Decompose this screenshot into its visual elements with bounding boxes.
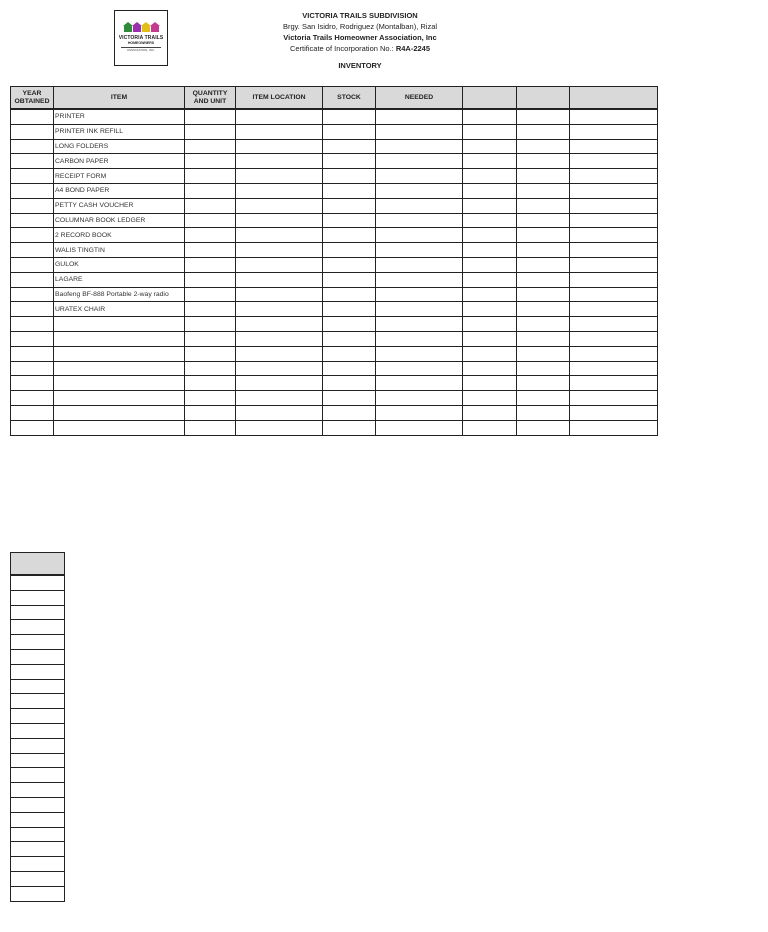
table-cell[interactable]	[185, 109, 236, 124]
table-cell[interactable]	[236, 376, 323, 391]
table-cell[interactable]	[11, 694, 65, 709]
table-cell[interactable]	[570, 317, 658, 332]
table-cell[interactable]	[185, 124, 236, 139]
table-cell[interactable]	[323, 302, 376, 317]
table-cell[interactable]	[11, 257, 54, 272]
table-cell[interactable]	[236, 302, 323, 317]
column-header: QUANTITY AND UNIT	[185, 87, 236, 110]
table-cell[interactable]	[323, 287, 376, 302]
table-cell[interactable]	[185, 198, 236, 213]
table-cell[interactable]	[463, 169, 517, 184]
table-row	[11, 768, 65, 783]
table-cell[interactable]	[463, 287, 517, 302]
table-row	[11, 886, 65, 901]
certificate-label: Certificate of Incorporation No.:	[289, 44, 396, 53]
table-row	[11, 753, 65, 768]
table-cell[interactable]	[11, 797, 65, 812]
table-cell[interactable]	[517, 198, 570, 213]
table-row	[11, 154, 658, 169]
table-row	[11, 346, 658, 361]
table-cell[interactable]	[185, 302, 236, 317]
table-cell[interactable]	[11, 109, 54, 124]
table-cell[interactable]	[11, 272, 54, 287]
table-cell[interactable]	[570, 183, 658, 198]
table-cell[interactable]	[323, 391, 376, 406]
table-cell[interactable]	[570, 287, 658, 302]
table-cell[interactable]	[11, 620, 65, 635]
table-row	[11, 317, 658, 332]
table-cell[interactable]	[185, 420, 236, 435]
table-cell[interactable]	[376, 213, 463, 228]
table-cell[interactable]	[11, 302, 54, 317]
table-cell[interactable]	[463, 331, 517, 346]
table-cell[interactable]	[376, 317, 463, 332]
table-row	[11, 183, 658, 198]
secondary-body	[11, 575, 65, 901]
association-logo	[114, 10, 168, 66]
table-row	[11, 302, 658, 317]
table-cell[interactable]	[517, 405, 570, 420]
secondary-header-cell	[11, 553, 65, 576]
table-cell[interactable]	[236, 198, 323, 213]
table-cell[interactable]	[236, 331, 323, 346]
table-cell[interactable]	[236, 272, 323, 287]
table-cell[interactable]	[463, 317, 517, 332]
item-cell[interactable]: CARBON PAPER	[54, 154, 185, 169]
document-header	[240, 10, 480, 71]
table-cell[interactable]	[11, 590, 65, 605]
table-cell[interactable]	[570, 361, 658, 376]
table-cell[interactable]	[376, 169, 463, 184]
table-cell[interactable]	[236, 228, 323, 243]
table-cell[interactable]	[11, 723, 65, 738]
address: Brgy. San Isidro, Rodriguez (Montalban), Rizal	[282, 22, 438, 31]
table-row	[11, 694, 65, 709]
table-row	[11, 723, 65, 738]
column-header: ITEM	[54, 87, 185, 110]
table-cell[interactable]	[517, 228, 570, 243]
table-cell[interactable]	[323, 183, 376, 198]
table-cell[interactable]	[376, 124, 463, 139]
table-cell[interactable]	[185, 169, 236, 184]
secondary-table	[10, 552, 65, 902]
table-cell[interactable]	[517, 169, 570, 184]
table-cell[interactable]	[517, 213, 570, 228]
table-cell[interactable]	[570, 376, 658, 391]
table-cell[interactable]	[323, 420, 376, 435]
table-cell[interactable]	[236, 139, 323, 154]
table-cell[interactable]	[463, 124, 517, 139]
secondary-header-row	[11, 553, 65, 576]
table-cell[interactable]	[376, 243, 463, 258]
table-row	[11, 871, 65, 886]
table-cell[interactable]	[11, 331, 54, 346]
table-cell[interactable]	[11, 124, 54, 139]
table-cell[interactable]	[517, 420, 570, 435]
table-cell[interactable]	[463, 361, 517, 376]
table-cell[interactable]	[517, 272, 570, 287]
table-cell[interactable]	[323, 376, 376, 391]
table-cell[interactable]	[11, 635, 65, 650]
table-cell[interactable]	[185, 391, 236, 406]
table-cell[interactable]	[11, 169, 54, 184]
table-cell[interactable]	[323, 228, 376, 243]
table-row	[11, 124, 658, 139]
table-cell[interactable]	[376, 272, 463, 287]
table-row	[11, 376, 658, 391]
item-cell[interactable]: Baofeng BF-888 Portable 2-way radio	[54, 287, 185, 302]
table-cell[interactable]	[323, 243, 376, 258]
item-cell[interactable]: RECEIPT FORM	[54, 169, 185, 184]
table-cell[interactable]	[11, 649, 65, 664]
table-cell[interactable]	[517, 139, 570, 154]
table-row	[11, 139, 658, 154]
table-cell[interactable]	[376, 420, 463, 435]
table-cell[interactable]	[236, 243, 323, 258]
table-cell[interactable]	[376, 302, 463, 317]
table-row	[11, 738, 65, 753]
table-cell[interactable]	[236, 391, 323, 406]
table-row	[11, 857, 65, 872]
table-row	[11, 635, 65, 650]
table-cell[interactable]	[236, 124, 323, 139]
item-cell[interactable]	[54, 391, 185, 406]
table-cell[interactable]	[517, 361, 570, 376]
table-cell[interactable]	[185, 154, 236, 169]
table-cell[interactable]	[517, 391, 570, 406]
table-cell[interactable]	[570, 272, 658, 287]
table-cell[interactable]	[376, 139, 463, 154]
table-cell[interactable]	[11, 664, 65, 679]
certificate-number: R4A-2245	[395, 44, 431, 53]
table-cell[interactable]	[323, 361, 376, 376]
table-cell[interactable]	[11, 827, 65, 842]
table-cell[interactable]	[570, 154, 658, 169]
certificate-line	[240, 43, 480, 54]
item-cell[interactable]: PETTY CASH VOUCHER	[54, 198, 185, 213]
table-cell[interactable]	[11, 886, 65, 901]
item-cell[interactable]	[54, 361, 185, 376]
table-cell[interactable]	[11, 738, 65, 753]
table-cell[interactable]	[323, 198, 376, 213]
table-cell[interactable]	[323, 331, 376, 346]
table-cell[interactable]	[376, 154, 463, 169]
table-cell[interactable]	[376, 257, 463, 272]
item-cell[interactable]	[54, 420, 185, 435]
table-cell[interactable]	[185, 346, 236, 361]
table-cell[interactable]	[185, 317, 236, 332]
table-cell[interactable]	[11, 154, 54, 169]
item-cell[interactable]: PRINTER	[54, 109, 185, 124]
table-cell[interactable]	[376, 391, 463, 406]
table-cell[interactable]	[517, 302, 570, 317]
table-cell[interactable]	[376, 109, 463, 124]
table-row	[11, 405, 658, 420]
table-cell[interactable]	[236, 169, 323, 184]
table-cell[interactable]	[570, 139, 658, 154]
item-cell[interactable]: WALIS TINGTIN	[54, 243, 185, 258]
inventory-body	[11, 109, 658, 435]
table-row	[11, 812, 65, 827]
table-cell[interactable]	[323, 272, 376, 287]
table-cell[interactable]	[11, 139, 54, 154]
column-header: YEAR OBTAINED	[11, 87, 54, 110]
table-cell[interactable]	[463, 109, 517, 124]
table-cell[interactable]	[236, 213, 323, 228]
table-cell[interactable]	[463, 302, 517, 317]
table-row	[11, 213, 658, 228]
table-row	[11, 709, 65, 724]
table-cell[interactable]	[517, 109, 570, 124]
table-cell[interactable]	[11, 709, 65, 724]
column-header: STOCK	[323, 87, 376, 110]
table-cell[interactable]	[463, 228, 517, 243]
table-cell[interactable]	[323, 317, 376, 332]
table-cell[interactable]	[570, 124, 658, 139]
table-cell[interactable]	[185, 331, 236, 346]
table-cell[interactable]	[236, 287, 323, 302]
table-cell[interactable]	[185, 243, 236, 258]
table-cell[interactable]	[570, 198, 658, 213]
table-cell[interactable]	[11, 812, 65, 827]
table-cell[interactable]	[185, 405, 236, 420]
table-cell[interactable]	[11, 198, 54, 213]
table-row	[11, 590, 65, 605]
table-row	[11, 649, 65, 664]
table-cell[interactable]	[463, 139, 517, 154]
table-cell[interactable]	[323, 405, 376, 420]
table-cell[interactable]	[236, 257, 323, 272]
table-cell[interactable]	[185, 257, 236, 272]
table-cell[interactable]	[463, 405, 517, 420]
table-cell[interactable]	[376, 361, 463, 376]
table-cell[interactable]	[570, 420, 658, 435]
item-cell[interactable]: A4 BOND PAPER	[54, 183, 185, 198]
table-cell[interactable]	[236, 346, 323, 361]
sheet-title: INVENTORY	[338, 61, 382, 70]
table-cell[interactable]	[185, 272, 236, 287]
table-row	[11, 783, 65, 798]
table-cell[interactable]	[11, 317, 54, 332]
table-cell[interactable]	[236, 183, 323, 198]
table-cell[interactable]	[323, 109, 376, 124]
table-cell[interactable]	[376, 376, 463, 391]
table-cell[interactable]	[517, 376, 570, 391]
table-row	[11, 169, 658, 184]
table-cell[interactable]	[185, 287, 236, 302]
table-cell[interactable]	[11, 287, 54, 302]
table-cell[interactable]	[376, 331, 463, 346]
table-cell[interactable]	[570, 243, 658, 258]
table-cell[interactable]	[517, 154, 570, 169]
table-cell[interactable]	[323, 346, 376, 361]
houses-icon	[124, 26, 159, 33]
table-row	[11, 391, 658, 406]
column-header: NEEDED	[376, 87, 463, 110]
table-row	[11, 287, 658, 302]
table-cell[interactable]	[323, 169, 376, 184]
inventory-header-row	[11, 87, 658, 110]
table-cell[interactable]	[185, 376, 236, 391]
table-cell[interactable]	[11, 783, 65, 798]
table-cell[interactable]	[11, 768, 65, 783]
logo-text-sub: HOMEOWNERS	[127, 41, 155, 45]
logo-text-foot: ASSOCIATION, INC.	[127, 48, 155, 52]
item-cell[interactable]	[54, 317, 185, 332]
table-cell[interactable]	[323, 257, 376, 272]
table-cell[interactable]	[11, 361, 54, 376]
table-cell[interactable]	[11, 213, 54, 228]
table-cell[interactable]	[11, 753, 65, 768]
table-row	[11, 827, 65, 842]
table-cell[interactable]	[570, 346, 658, 361]
item-cell[interactable]: LONG FOLDERS	[54, 139, 185, 154]
table-cell[interactable]	[376, 183, 463, 198]
table-cell[interactable]	[570, 109, 658, 124]
table-cell[interactable]	[236, 317, 323, 332]
table-cell[interactable]	[376, 198, 463, 213]
item-cell[interactable]: URATEX CHAIR	[54, 302, 185, 317]
table-cell[interactable]	[11, 575, 65, 590]
table-cell[interactable]	[236, 109, 323, 124]
table-cell[interactable]	[463, 257, 517, 272]
table-row	[11, 605, 65, 620]
table-cell[interactable]	[236, 405, 323, 420]
table-cell[interactable]	[463, 272, 517, 287]
table-cell[interactable]	[11, 405, 54, 420]
item-cell[interactable]: LAGARE	[54, 272, 185, 287]
table-cell[interactable]	[570, 391, 658, 406]
column-header	[517, 87, 570, 110]
item-cell[interactable]: GULOK	[54, 257, 185, 272]
table-row	[11, 361, 658, 376]
table-cell[interactable]	[463, 198, 517, 213]
item-cell[interactable]	[54, 405, 185, 420]
table-cell[interactable]	[463, 376, 517, 391]
table-cell[interactable]	[236, 420, 323, 435]
item-cell[interactable]: COLUMNAR BOOK LEDGER	[54, 213, 185, 228]
table-cell[interactable]	[11, 857, 65, 872]
table-row	[11, 257, 658, 272]
table-cell[interactable]	[236, 361, 323, 376]
table-cell[interactable]	[376, 287, 463, 302]
table-cell[interactable]	[570, 228, 658, 243]
table-cell[interactable]	[517, 346, 570, 361]
table-cell[interactable]	[517, 124, 570, 139]
column-header	[570, 87, 658, 110]
table-cell[interactable]	[463, 154, 517, 169]
table-row	[11, 842, 65, 857]
logo-text-main: VICTORIA TRAILS	[118, 35, 164, 41]
table-cell[interactable]	[11, 376, 54, 391]
table-cell[interactable]	[11, 420, 54, 435]
item-cell[interactable]	[54, 376, 185, 391]
table-cell[interactable]	[463, 391, 517, 406]
table-cell[interactable]	[517, 183, 570, 198]
item-cell[interactable]	[54, 331, 185, 346]
table-cell[interactable]	[570, 213, 658, 228]
table-row	[11, 109, 658, 124]
table-row	[11, 331, 658, 346]
table-cell[interactable]	[185, 228, 236, 243]
table-cell[interactable]	[570, 169, 658, 184]
table-cell[interactable]	[11, 679, 65, 694]
table-row	[11, 272, 658, 287]
column-header	[463, 87, 517, 110]
association-name: Victoria Trails Homeowner Association, Inc	[283, 33, 437, 42]
table-cell[interactable]	[323, 139, 376, 154]
table-row	[11, 575, 65, 590]
table-cell[interactable]	[463, 420, 517, 435]
table-cell[interactable]	[11, 243, 54, 258]
table-cell[interactable]	[236, 154, 323, 169]
item-cell[interactable]	[54, 346, 185, 361]
table-cell[interactable]	[185, 213, 236, 228]
table-cell[interactable]	[517, 331, 570, 346]
table-cell[interactable]	[463, 346, 517, 361]
table-cell[interactable]	[570, 405, 658, 420]
table-cell[interactable]	[11, 183, 54, 198]
table-row	[11, 243, 658, 258]
table-cell[interactable]	[185, 183, 236, 198]
table-cell[interactable]	[376, 346, 463, 361]
table-row	[11, 664, 65, 679]
table-row	[11, 198, 658, 213]
column-header: ITEM LOCATION	[236, 87, 323, 110]
table-cell[interactable]	[517, 287, 570, 302]
table-cell[interactable]	[570, 302, 658, 317]
table-cell[interactable]	[517, 257, 570, 272]
table-cell[interactable]	[11, 605, 65, 620]
subdivision-name: VICTORIA TRAILS SUBDIVISION	[302, 11, 418, 20]
item-cell[interactable]: PRINTER INK REFILL	[54, 124, 185, 139]
table-cell[interactable]	[570, 331, 658, 346]
table-row	[11, 679, 65, 694]
table-cell[interactable]	[376, 228, 463, 243]
table-cell[interactable]	[463, 213, 517, 228]
table-cell[interactable]	[11, 842, 65, 857]
table-cell[interactable]	[11, 228, 54, 243]
table-cell[interactable]	[11, 871, 65, 886]
table-cell[interactable]	[463, 243, 517, 258]
table-cell[interactable]	[11, 346, 54, 361]
inventory-table	[10, 86, 658, 436]
item-cell[interactable]: 2 RECORD BOOK	[54, 228, 185, 243]
table-cell[interactable]	[323, 154, 376, 169]
table-row	[11, 420, 658, 435]
table-cell[interactable]	[463, 183, 517, 198]
table-cell[interactable]	[570, 257, 658, 272]
table-cell[interactable]	[517, 317, 570, 332]
table-row	[11, 228, 658, 243]
table-cell[interactable]	[323, 213, 376, 228]
table-cell[interactable]	[376, 405, 463, 420]
table-row	[11, 797, 65, 812]
table-cell[interactable]	[185, 361, 236, 376]
table-row	[11, 620, 65, 635]
table-cell[interactable]	[517, 243, 570, 258]
table-cell[interactable]	[11, 391, 54, 406]
table-cell[interactable]	[185, 139, 236, 154]
table-cell[interactable]	[323, 124, 376, 139]
